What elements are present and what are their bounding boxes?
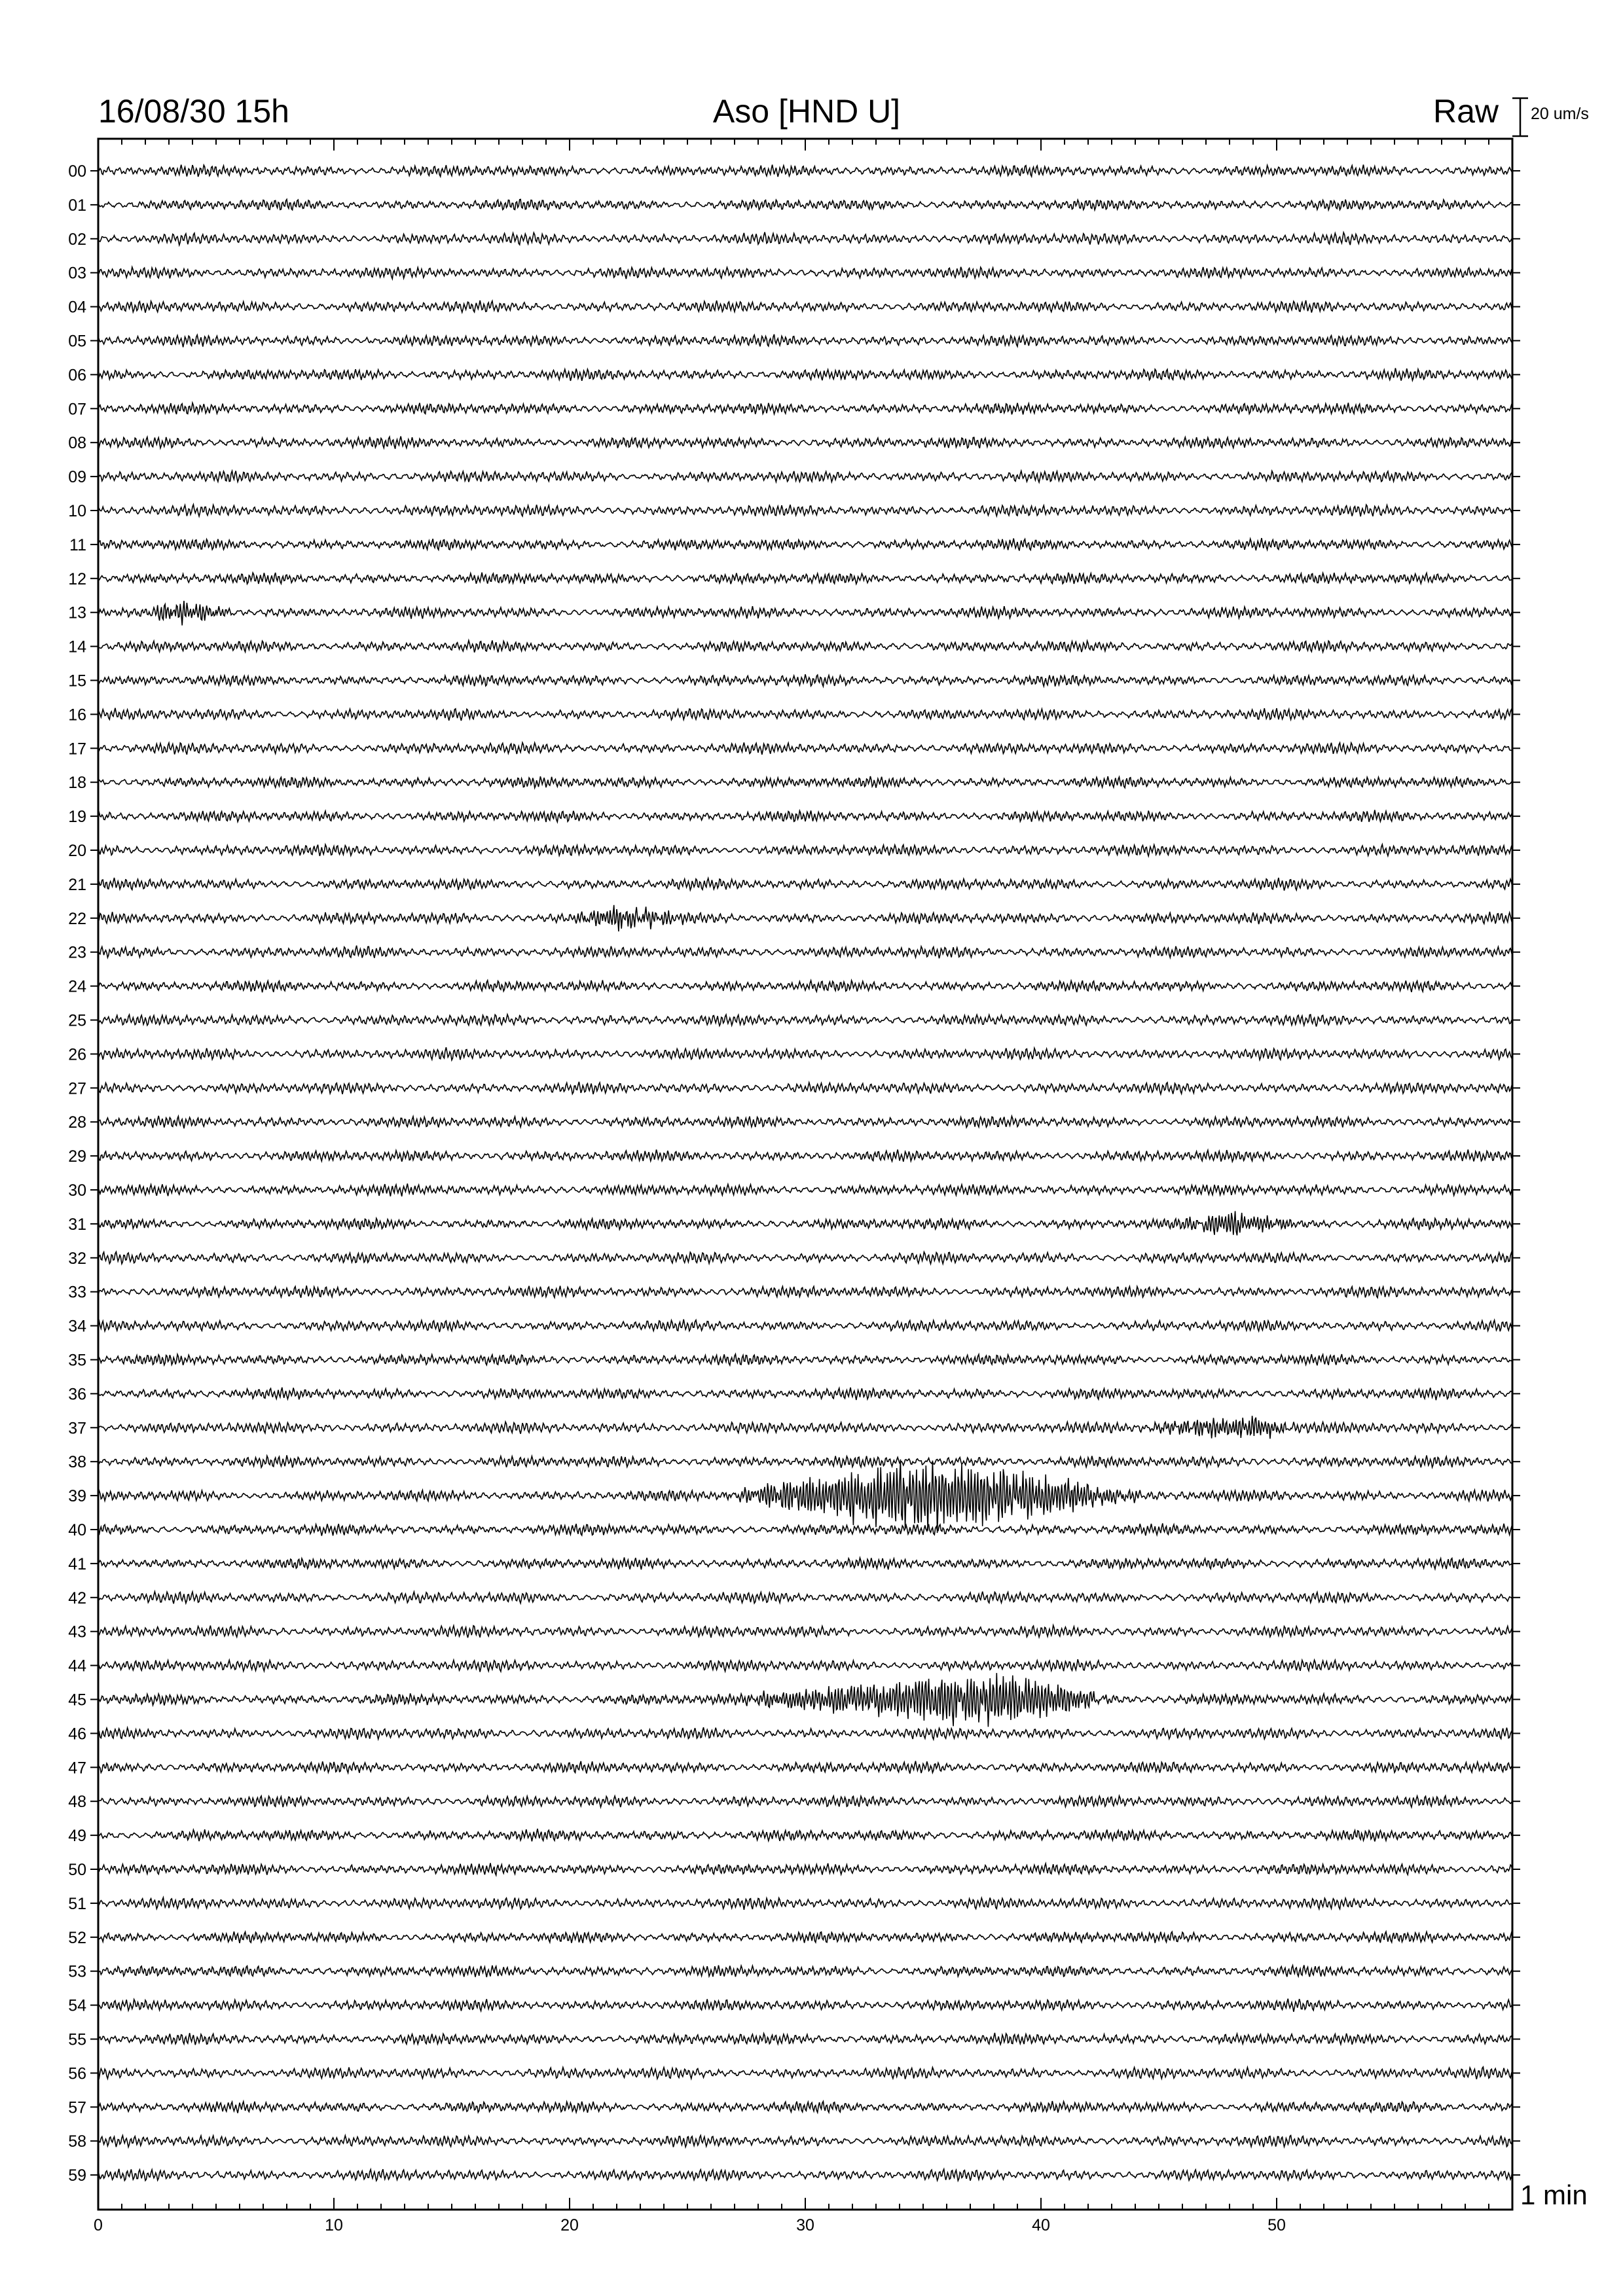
trace-06 xyxy=(98,368,1512,381)
trace-20 xyxy=(98,844,1512,856)
trace-label: 00 xyxy=(68,162,86,181)
scale-bar xyxy=(1512,98,1528,136)
trace-36 xyxy=(98,1388,1512,1400)
x-tick-label: 40 xyxy=(1032,2216,1050,2234)
trace-label: 08 xyxy=(68,434,86,453)
trace-label: 38 xyxy=(68,1453,86,1472)
x-axis-unit-label: 1 min xyxy=(1520,2179,1588,2210)
trace-44 xyxy=(98,1659,1512,1672)
trace-58 xyxy=(98,2136,1512,2147)
trace-label: 23 xyxy=(68,943,86,962)
trace-label: 54 xyxy=(68,1996,86,2015)
trace-40 xyxy=(98,1524,1512,1536)
trace-label: 56 xyxy=(68,2064,86,2083)
trace-26 xyxy=(98,1047,1512,1060)
x-tick-label: 0 xyxy=(94,2216,103,2234)
trace-14 xyxy=(98,641,1512,653)
trace-25 xyxy=(98,1014,1512,1026)
trace-label: 52 xyxy=(68,1928,86,1947)
trace-34 xyxy=(98,1319,1512,1332)
trace-label: 17 xyxy=(68,740,86,759)
trace-label: 01 xyxy=(68,196,86,215)
trace-label: 10 xyxy=(68,502,86,520)
trace-49 xyxy=(98,1829,1512,1842)
trace-label: 58 xyxy=(68,2132,86,2151)
trace-label: 13 xyxy=(68,603,86,622)
trace-label: 31 xyxy=(68,1215,86,1234)
trace-13 xyxy=(98,601,1512,626)
trace-53 xyxy=(98,1965,1512,1977)
trace-22 xyxy=(98,905,1512,931)
trace-28 xyxy=(98,1116,1512,1128)
trace-label: 28 xyxy=(68,1113,86,1132)
trace-55 xyxy=(98,2033,1512,2045)
trace-label: 26 xyxy=(68,1045,86,1064)
trace-27 xyxy=(98,1082,1512,1094)
trace-07 xyxy=(98,403,1512,414)
trace-label: 07 xyxy=(68,400,86,419)
trace-label: 16 xyxy=(68,706,86,725)
trace-00 xyxy=(98,165,1512,177)
trace-09 xyxy=(98,471,1512,482)
trace-56 xyxy=(98,2067,1512,2079)
trace-19 xyxy=(98,810,1512,823)
trace-label: 25 xyxy=(68,1011,86,1030)
trace-label: 47 xyxy=(68,1759,86,1778)
trace-35 xyxy=(98,1354,1512,1365)
trace-29 xyxy=(98,1149,1512,1161)
trace-04 xyxy=(98,300,1512,313)
trace-label: 40 xyxy=(68,1521,86,1539)
trace-label: 09 xyxy=(68,468,86,487)
trace-label: 36 xyxy=(68,1385,86,1404)
record-datetime: 16/08/30 15h xyxy=(98,93,289,130)
trace-48 xyxy=(98,1796,1512,1807)
trace-46 xyxy=(98,1727,1512,1740)
plot-frame xyxy=(98,139,1512,2210)
trace-label: 30 xyxy=(68,1181,86,1200)
trace-label: 12 xyxy=(68,569,86,588)
trace-31 xyxy=(98,1211,1512,1235)
trace-label: 04 xyxy=(68,298,86,317)
trace-label: 11 xyxy=(69,535,86,554)
trace-03 xyxy=(98,267,1512,279)
trace-05 xyxy=(98,334,1512,348)
trace-label: 37 xyxy=(68,1419,86,1438)
trace-label: 51 xyxy=(68,1894,86,1913)
trace-08 xyxy=(98,437,1512,449)
x-tick-label: 20 xyxy=(560,2216,579,2234)
traces-layer xyxy=(98,165,1512,2181)
trace-59 xyxy=(98,2169,1512,2181)
trace-labels-layer xyxy=(68,162,1520,2185)
trace-label: 42 xyxy=(68,1588,86,1607)
trace-11 xyxy=(98,538,1512,550)
trace-label: 15 xyxy=(68,672,86,691)
trace-label: 14 xyxy=(68,637,86,656)
trace-label: 48 xyxy=(68,1793,86,1812)
x-tick-label: 50 xyxy=(1267,2216,1286,2234)
trace-label: 29 xyxy=(68,1147,86,1166)
trace-18 xyxy=(98,776,1512,788)
x-tick-label: 10 xyxy=(325,2216,343,2234)
trace-21 xyxy=(98,878,1512,891)
trace-label: 27 xyxy=(68,1079,86,1098)
trace-15 xyxy=(98,674,1512,686)
trace-37 xyxy=(98,1416,1512,1439)
trace-label: 05 xyxy=(68,332,86,351)
trace-42 xyxy=(98,1592,1512,1604)
trace-label: 21 xyxy=(68,875,86,894)
trace-label: 53 xyxy=(68,1962,86,1981)
trace-label: 33 xyxy=(68,1283,86,1302)
trace-label: 59 xyxy=(68,2166,86,2185)
trace-label: 03 xyxy=(68,264,86,283)
trace-label: 20 xyxy=(68,842,86,860)
trace-label: 06 xyxy=(68,366,86,385)
trace-33 xyxy=(98,1285,1512,1297)
trace-label: 24 xyxy=(68,977,86,996)
trace-23 xyxy=(98,946,1512,959)
trace-32 xyxy=(98,1252,1512,1264)
trace-16 xyxy=(98,708,1512,721)
trace-39 xyxy=(98,1460,1512,1533)
trace-50 xyxy=(98,1863,1512,1876)
x-tick-label: 30 xyxy=(796,2216,814,2234)
trace-45 xyxy=(98,1673,1512,1727)
trace-38 xyxy=(98,1456,1512,1468)
trace-02 xyxy=(98,232,1512,245)
trace-label: 45 xyxy=(68,1691,86,1710)
trace-label: 19 xyxy=(68,808,86,827)
trace-label: 41 xyxy=(68,1554,86,1573)
trace-label: 39 xyxy=(68,1487,86,1506)
scale-bar-label: 20 um/s xyxy=(1531,105,1589,123)
trace-label: 49 xyxy=(68,1827,86,1846)
trace-label: 44 xyxy=(68,1657,86,1676)
trace-label: 22 xyxy=(68,909,86,928)
x-axis xyxy=(94,139,1512,2234)
trace-57 xyxy=(98,2101,1512,2113)
trace-12 xyxy=(98,573,1512,584)
trace-label: 55 xyxy=(68,2030,86,2049)
trace-30 xyxy=(98,1183,1512,1196)
trace-label: 43 xyxy=(68,1623,86,1641)
trace-24 xyxy=(98,980,1512,993)
station-title: Aso [HND U] xyxy=(712,93,901,130)
trace-label: 32 xyxy=(68,1249,86,1268)
trace-label: 50 xyxy=(68,1861,86,1879)
trace-label: 34 xyxy=(68,1317,86,1336)
trace-label: 35 xyxy=(68,1351,86,1370)
trace-01 xyxy=(98,200,1512,210)
trace-label: 02 xyxy=(68,230,86,249)
trace-52 xyxy=(98,1931,1512,1943)
trace-41 xyxy=(98,1558,1512,1570)
trace-43 xyxy=(98,1625,1512,1638)
trace-label: 18 xyxy=(68,774,86,793)
trace-label: 57 xyxy=(68,2098,86,2117)
trace-17 xyxy=(98,743,1512,755)
trace-51 xyxy=(98,1897,1512,1910)
mode-label: Raw xyxy=(1432,93,1499,130)
trace-54 xyxy=(98,1999,1512,2012)
trace-label: 46 xyxy=(68,1725,86,1744)
trace-10 xyxy=(98,505,1512,516)
trace-47 xyxy=(98,1761,1512,1774)
